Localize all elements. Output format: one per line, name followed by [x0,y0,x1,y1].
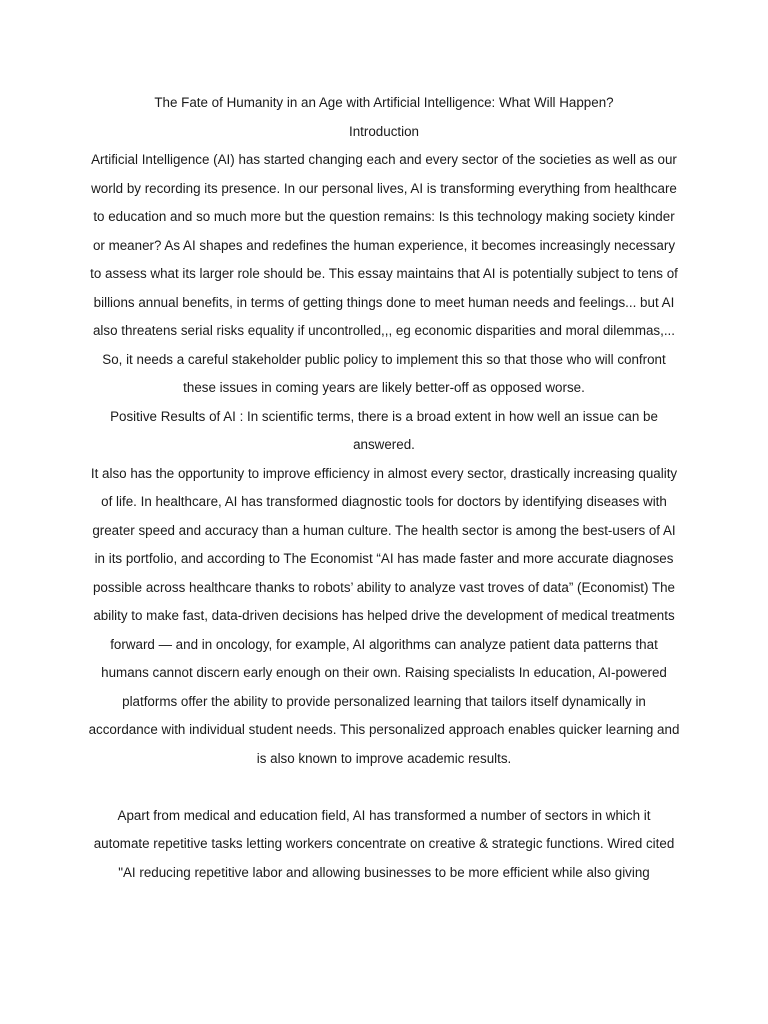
paragraph-positive-results: Positive Results of AI : In scientific terms, there is a broad extent in how well an issue can be answered. [110,408,658,452]
paragraph-other-sectors: Apart from medical and education field, AI has transformed a number of sectors in which it automate repetitive tasks letting workers concentrate on creative & strategic functions. Wired cited "AI reducing repetitive labor and allowing businesses to be more efficient while also giving [93,807,675,880]
document-title: The Fate of Humanity in an Age with Artificial Intelligence: What Will Happen? [154,95,614,110]
section-heading-introduction: Introduction [349,123,419,139]
paragraph-introduction: Artificial Intelligence (AI) has started changing each and every sector of the societies as well as our world by recording its presence. In our personal lives, AI is transforming everything from healthcare to education and so much more but the question remains: Is this technology making society kinder or meaner? As AI shapes and redefines the human experience, it becomes increasingly necessary to assess what its larger role should be. This essay maintains that AI is potentially subject to tens of billions annual benefits, in terms of getting things done to meet human needs and feelings... but AI also threatens serial risks equality if uncontrolled,,, eg economic disparities and moral dilemmas,... So, it needs a careful stakeholder public policy to implement this so that those who will confront these issues in coming years are likely better-off as opposed worse. [90,152,678,395]
document-body [88,89,680,887]
paragraph-spacer [88,773,680,802]
paragraph-efficiency: It also has the opportunity to improve efficiency in almost every sector, drastically increasing quality of life. In healthcare, AI has transformed diagnostic tools for doctors by identifying diseases with greater speed and accuracy than a human culture. The health sector is among the best-users of AI in its portfolio, and according to The Economist “AI has made faster and more accurate diagnoses possible across healthcare thanks to robots’ ability to analyze vast troves of data” (Economist) The ability to make fast, data-driven decisions has helped drive the development of medical treatments forward — and in oncology, for example, AI algorithms can analyze patient data patterns that humans cannot discern early enough on their own. Raising specialists In education, AI-powered platforms offer the ability to provide personalized learning that tailors itself dynamically in accordance with individual student needs. This personalized approach enables quicker learning and is also known to improve academic results. [88,465,680,766]
